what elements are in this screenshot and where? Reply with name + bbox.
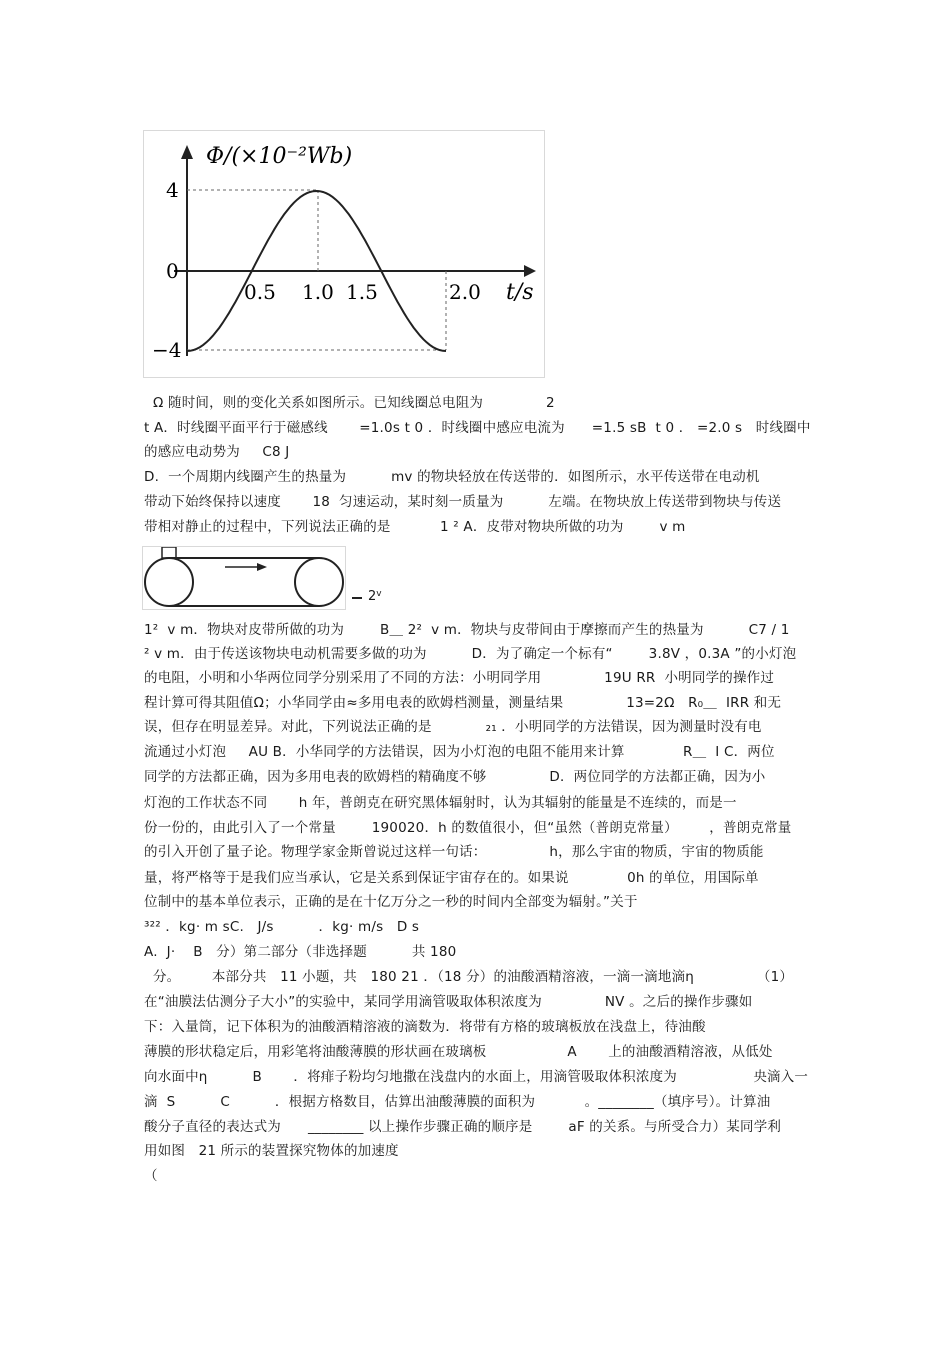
velocity-arrow-head bbox=[257, 563, 267, 571]
text-line-23: 下：入量筒，记下体积为的油酸酒精溶液的滴数为．将带有方格的玻璃板放在浅盘上，待油酸 bbox=[144, 1019, 706, 1035]
text-line-14: 灯泡的工作状态不同 h 年，普朗克在研究黑体辐射时，认为其辐射的能量是不连续的，而是一 bbox=[144, 795, 737, 811]
text-line-5: 带动下始终保持以速度 18 匀速运动，某时刻一质量为 左端。在物块放上传送带到物块与传送 bbox=[144, 494, 782, 510]
text-line-13: 同学的方法都正确，因为多用电表的欧姆档的精确度不够 D．两位同学的方法都正确，因为小 bbox=[144, 769, 766, 785]
text-line-17: 量，将严格等于是我们应当承认，它是关系到保证宇宙存在的。如果说 0h 的单位，用国际单 bbox=[144, 870, 759, 886]
text-line-15: 份一份的，由此引入了一个常量 190020．h 的数值很小，但“虽然（普朗克常量） ，普朗克常量 bbox=[144, 820, 792, 836]
text-line-28: 用如图 21 所示的装置探究物体的加速度 bbox=[144, 1143, 399, 1159]
x-tick-1-5: 1.5 bbox=[346, 280, 378, 304]
text-line-25: 向水面中η B ．将痱子粉均匀地撒在浅盘内的水面上，用滴管吸取体积浓度为 央滴入一 bbox=[144, 1069, 809, 1085]
y-axis-label: Φ/(×10⁻²Wb) bbox=[206, 144, 353, 169]
conveyor-belt-svg bbox=[143, 547, 345, 609]
text-line-6: 带相对静止的过程中，下列说法正确的是 1 ² A．皮带对物块所做的功为 v m bbox=[144, 519, 686, 535]
text-line-2: t A．时线圈平面平行于磁感线 =1.0s t 0 ．时线圈中感应电流为 =1.5 sB t 0 ． =2.0 s 时线圈中 bbox=[144, 420, 811, 436]
x-tick-0-5: 0.5 bbox=[244, 280, 276, 304]
text-line-24: 薄膜的形状稳定后，用彩笔将油酸薄膜的形状画在玻璃板 A 上的油酸酒精溶液，从低处 bbox=[144, 1044, 773, 1060]
text-line-9: 的电阻，小明和小华两位同学分别采用了不同的方法：小明同学用 19U RR 小明同学的操作过 bbox=[144, 670, 775, 686]
text-line-16: 的引入开创了量子论。物理学家金斯曾说过这样一句话： h，那么宇宙的物质，宇宙的物质能 bbox=[144, 844, 764, 860]
y-axis-arrow bbox=[181, 145, 193, 159]
flux-time-graph bbox=[143, 130, 545, 378]
x-tick-2-0: 2.0 bbox=[449, 280, 481, 304]
text-line-10: 程计算可得其阻值Ω；小华同学由≈多用电表的欧姆档测量，测量结果 13=2Ω R₀＿ IRR 和无 bbox=[144, 695, 782, 711]
text-line-22: 在“油膜法估测分子大小”的实验中，某同学用滴管吸取体积浓度为 NV 。之后的操作步骤如 bbox=[144, 994, 753, 1010]
y-tick-4: 4 bbox=[166, 178, 179, 202]
x-tick-1-0: 1.0 bbox=[302, 280, 334, 304]
right-pulley bbox=[295, 558, 343, 606]
left-pulley bbox=[145, 558, 193, 606]
text-line-27: 酸分子直径的表达式为 ________ 以上操作步骤正确的顺序是 aF 的关系。与所受合力）某同学利 bbox=[144, 1119, 782, 1135]
text-line-21: 分。 本部分共 11 小题，共 180 21 ．（18 分）的油酸酒精溶液，一滴一滴地滴η （1） bbox=[144, 969, 794, 985]
text-line-19: ³²² ．kg· m sC. J/s ．kg· m/s D s bbox=[144, 919, 420, 935]
text-line-3: 的感应电动势为 C8 J bbox=[144, 444, 290, 460]
text-line-12: 流通过小灯泡 AU B．小华同学的方法错误，因为小灯泡的电阻不能用来计算 R＿ I C．两位 bbox=[144, 744, 775, 760]
conveyor-belt-figure bbox=[142, 546, 346, 610]
text-line-29: （ bbox=[144, 1168, 158, 1184]
text-line-18: 位制中的基本单位表示，正确的是在十亿万分之一秒的时间内全部变为辐射。”关于 bbox=[144, 894, 638, 910]
y-tick-neg4: −4 bbox=[152, 338, 182, 362]
text-line-26: 滴 S C ．根据方格数目，估算出油酸薄膜的面积为 。________（填序号）。计算油 bbox=[144, 1094, 771, 1110]
text-line-11: 误，但存在明显差异。对此，下列说法正确的是 ₂₁ ．小明同学的方法错误，因为测量时没有电 bbox=[144, 719, 762, 735]
belt-label: 2$^v$ bbox=[368, 589, 382, 604]
y-tick-0: 0 bbox=[166, 259, 179, 283]
flux-graph-svg bbox=[144, 131, 544, 377]
text-line-4: D. 一个周期内线圈产生的热量为 mv 的物块轻放在传送带的．如图所示，水平传送带在电动机 bbox=[144, 469, 760, 485]
x-axis-arrow bbox=[524, 265, 536, 277]
text-line-1: Ω 随时间，则的变化关系如图所示。已知线圈总电阻为 2 bbox=[144, 395, 555, 411]
text-line-20: A. J· B 分）第二部分（非选择题 共 180 bbox=[144, 944, 457, 960]
text-line-7: 1² v m．物块对皮带所做的功为 B＿ 2² v m．物块与皮带间由于摩擦而产生的热量为 C7 / 1 bbox=[144, 622, 790, 638]
block bbox=[162, 547, 176, 558]
x-axis-label: t/s bbox=[506, 280, 534, 305]
belt-dash bbox=[352, 597, 362, 599]
text-line-8: ² v m．由于传送该物块电动机需要多做的功为 D．为了确定一个标有“ 3.8V ，0.3A ”的小灯泡 bbox=[144, 646, 797, 662]
